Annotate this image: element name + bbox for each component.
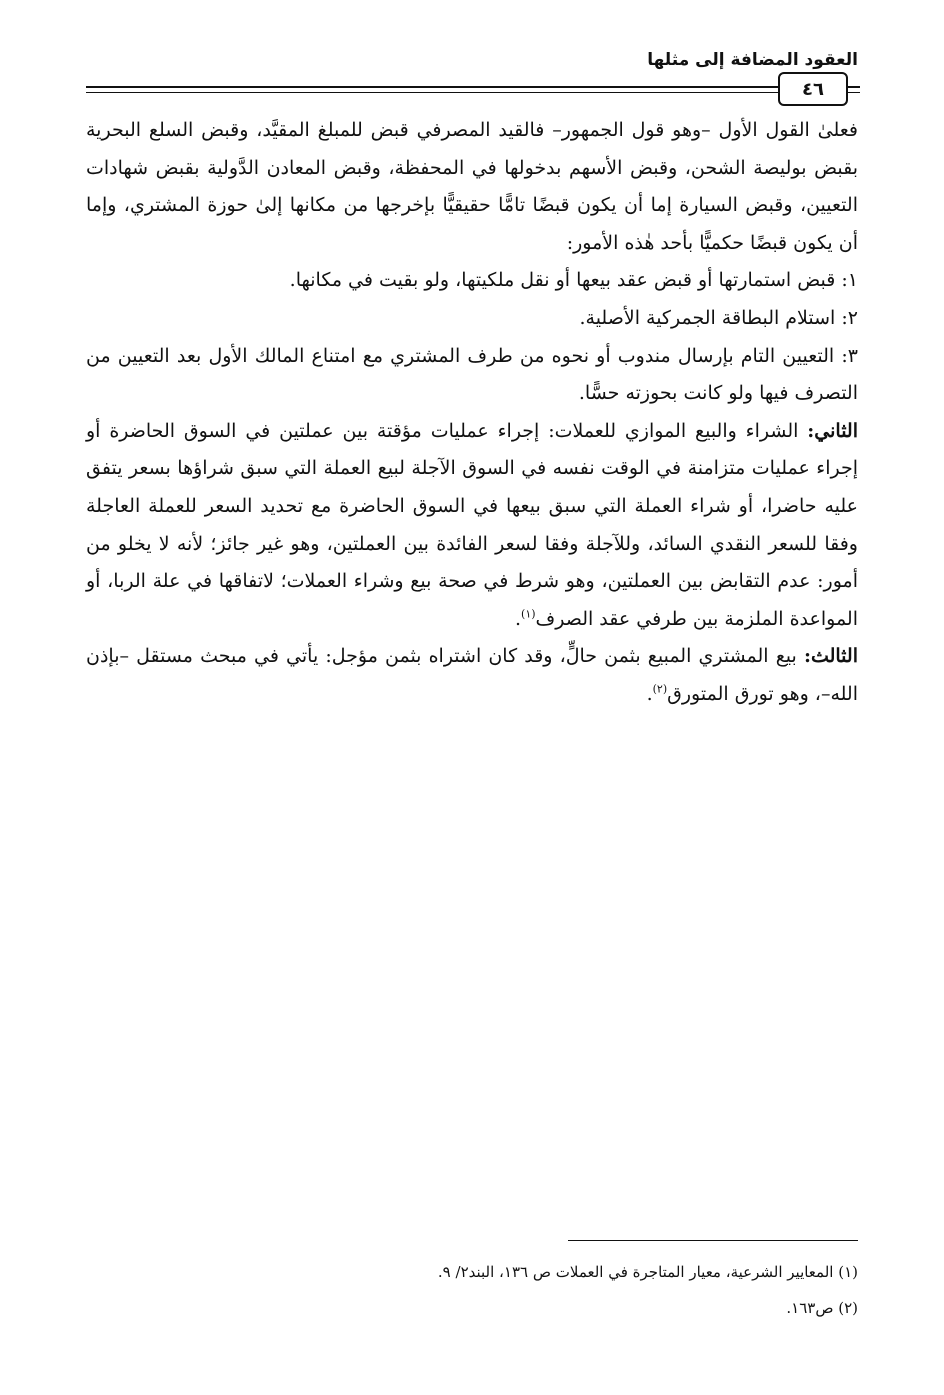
list-item: ١: قبض استمارتها أو قبض عقد بيعها أو نقل ملكيتها، ولو بقيت في مكانها. xyxy=(289,269,858,292)
paragraph-label: الثاني: xyxy=(807,419,858,442)
page-number xyxy=(778,72,848,106)
paragraph-text: الشراء والبيع الموازي للعملات: إجراء عمليات مؤقتة بين عملتين في السوق الحاضرة أو إجراء عمليات متزامنة في الوقت نفسه في السوق الآجلة لبيع العملة التي سبق شراؤها بسعر يتفق عليه حاضرا، أو شراء العملة التي سبق بيعها في السوق الحاضرة مع تحديد السعر للعملة العاجلة وفقا للسعر النقدي السائد، وللآجلة وفقا لسعر الفائدة بين العملتين، وهو غير جائز؛ لأنه لا يخلو من أمور: عدم التقابض بين العملتين، وهو شرط في صحة بيع وشراء العملات؛ لاتفاقها في علة الربا، أو المواعدة الملزمة بين طرفي عقد الصرف xyxy=(86,419,858,630)
paragraph: فعلىٰ القول الأول –وهو قول الجمهور– فالقيد المصرفي قبض للمبلغ المقيَّد، وقبض السلع البحرية بقبض بوليصة الشحن، وقبض الأسهم بدخولها في المحفظة، وقبض المعادن الدَّولية بقبض شهادات التعيين، وقبض السيارة إما أن يكون قبضًا تامًّا حقيقيًّا بإخرجها من مكانها إلىٰ حوزة المشتري، وإما أن يكون قبضًا حكميًّا بأحد هٰذه الأمور: xyxy=(86,119,858,254)
list-item: ٢: استلام البطاقة الجمركية الأصلية. xyxy=(579,306,858,329)
footnote: (١) المعايير الشرعية، معيار المتاجرة في العملات ص ١٣٦، البند٢/ ٩. xyxy=(437,1263,858,1281)
paragraph-end: . xyxy=(646,682,653,705)
footnote-ref[interactable]: (٢) xyxy=(652,682,668,696)
running-title: العقود المضافة إلى مثلها xyxy=(647,50,858,70)
page-number-text: ٤٦ xyxy=(802,78,824,100)
footnotes xyxy=(86,1254,858,1326)
paragraph-end: . xyxy=(514,607,522,630)
paragraph xyxy=(86,413,858,639)
header-rule xyxy=(846,92,860,93)
footnote: (٢) ص١٦٣. xyxy=(786,1299,858,1317)
header-rule xyxy=(846,86,860,88)
list-item: ٣: التعيين التام بإرسال مندوب أو نحوه من طرف المشتري مع امتناع المالك الأول بعد التعيين من التصرف فيها ولو كانت بحوزته حسًّا. xyxy=(86,344,858,405)
footnote-ref[interactable]: (١) xyxy=(521,607,536,621)
header-rule xyxy=(86,86,780,88)
body-text xyxy=(86,112,858,714)
header-rule xyxy=(86,92,780,93)
paragraph xyxy=(86,638,858,713)
paragraph-label: الثالث: xyxy=(803,645,858,668)
paragraph-text: بيع المشتري المبيع بثمن حالٍّ، وقد كان اشتراه بثمن مؤجل: يأتي في مبحث مستقل –بإذن الله–، وهو تورق المتورق xyxy=(86,645,858,705)
footnote-rule xyxy=(568,1240,858,1241)
